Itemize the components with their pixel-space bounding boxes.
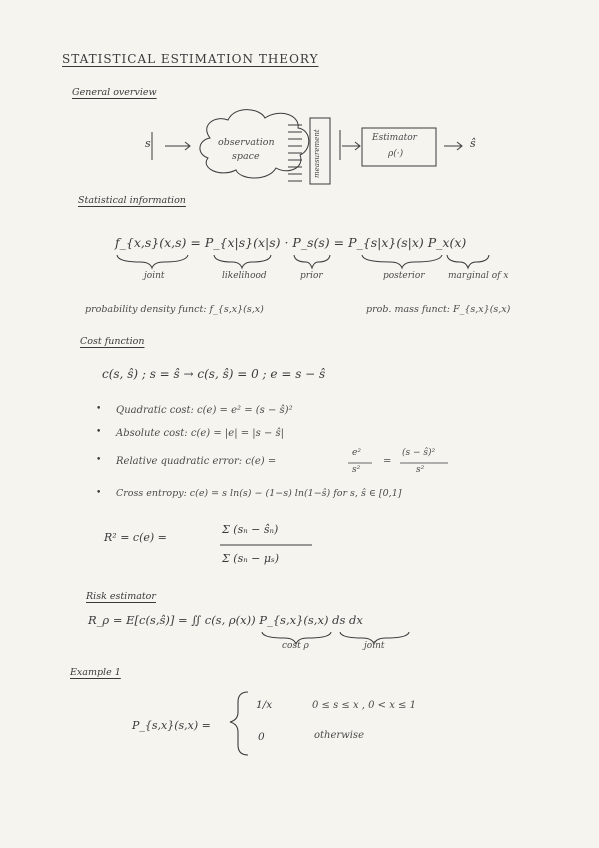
section-example-heading: Example 1 — [70, 667, 121, 678]
cost-absolute: Absolute cost: c(e) = |e| = |s − ŝ| — [116, 428, 285, 439]
label-joint: joint — [144, 271, 165, 281]
risk-equation: R_ρ = E[c(s,ŝ)] = ∬ c(s, ρ(x)) P_{s,x}(s,x) ds dx — [88, 613, 363, 627]
label-posterior: posterior — [383, 271, 425, 281]
section-risk-heading: Risk estimator — [86, 591, 156, 602]
pdf-definition: probability density funct: f_{s,x}(s,x) — [85, 304, 264, 315]
r2-lhs: R² = c(e) = — [104, 531, 167, 544]
cost-relative-lhs: Relative quadratic error: c(e) = — [116, 456, 277, 467]
label-marginal: marginal of x — [448, 271, 509, 281]
cost-quadratic: Quadratic cost: c(e) = e² = (s − ŝ)² — [116, 405, 293, 416]
section-overview-heading: General overview — [72, 87, 157, 98]
label-risk-joint: joint — [364, 641, 385, 651]
label-likelihood: likelihood — [222, 271, 267, 281]
measurement-label: measurement — [313, 129, 321, 178]
r2-denominator: Σ (sₙ − μₛ) — [222, 552, 280, 565]
diagram-output-label: ŝ — [470, 137, 476, 150]
stat-main-equation: f_{x,s}(x,s) = P_{x|s}(x|s) · P_s(s) = P_{s|x}(s|x) P_x(x) — [115, 235, 467, 250]
cloud-label-2: space — [232, 151, 260, 162]
label-prior: prior — [300, 271, 323, 281]
example-lhs: P_{s,x}(s,x) = — [132, 719, 211, 732]
section-stat-info-heading: Statistical information — [78, 195, 186, 206]
r2-numerator: Σ (sₙ − ŝₙ) — [222, 523, 279, 536]
bullet-dot: • — [96, 404, 102, 414]
page-title: STATISTICAL ESTIMATION THEORY — [62, 52, 319, 66]
section-cost-heading: Cost function — [80, 336, 145, 347]
bullet-dot: • — [96, 488, 102, 498]
example-case1-condition: 0 ≤ s ≤ x , 0 < x ≤ 1 — [312, 700, 416, 711]
diagram-input-label: s — [145, 137, 151, 150]
stat-braces — [117, 255, 489, 268]
cost-relative-f1-den: s² — [352, 465, 361, 475]
cost-relative-f2-num: (s − ŝ)² — [402, 448, 436, 458]
cost-relative-f2-den: s² — [416, 465, 425, 475]
observation-dashes — [288, 125, 302, 181]
pmf-definition: prob. mass funct: F_{s,x}(s,x) — [366, 304, 511, 315]
cost-relative-f1-num: e² — [352, 448, 361, 458]
cost-definition: c(s, ŝ) ; s = ŝ → c(s, ŝ) = 0 ; e = s − ŝ — [102, 367, 326, 381]
cloud-label-1: observation — [218, 137, 275, 148]
example-case2-condition: otherwise — [314, 730, 364, 741]
estimator-label-1: Estimator — [372, 133, 417, 143]
cost-cross-entropy: Cross entropy: c(e) = s ln(s) − (1−s) ln(1−ŝ) for s, ŝ ∈ [0,1] — [116, 488, 402, 499]
example-case1-value: 1/x — [256, 699, 273, 711]
cost-relative-equals: = — [383, 456, 392, 467]
label-cost-rho: cost ρ — [282, 641, 309, 651]
estimator-label-2: ρ(·) — [388, 149, 404, 159]
cases-brace — [230, 692, 248, 755]
example-case2-value: 0 — [258, 731, 265, 743]
bullet-dot: • — [96, 427, 102, 437]
bullet-dot: • — [96, 455, 102, 465]
